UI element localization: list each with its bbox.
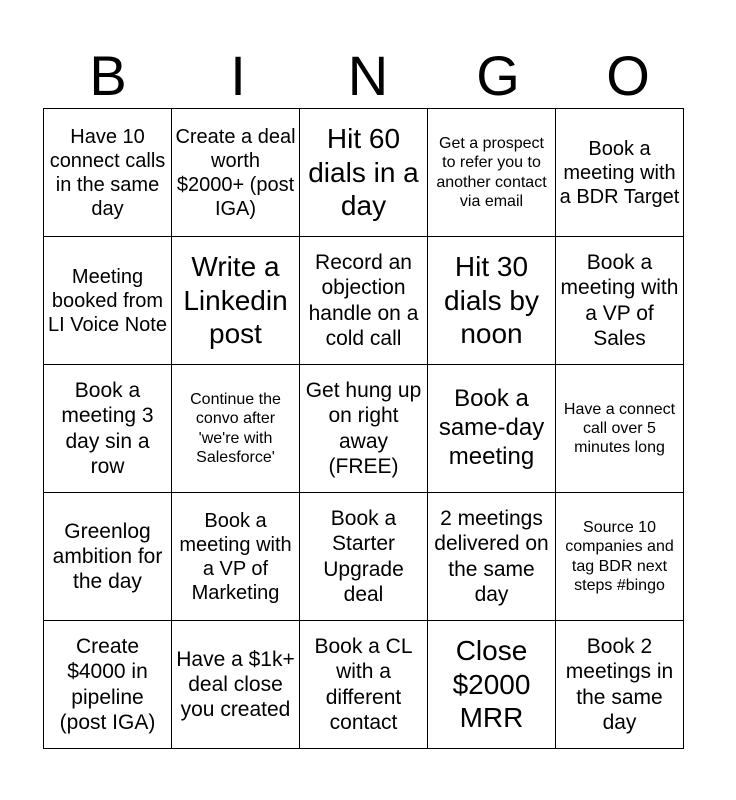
board-row <box>44 621 684 749</box>
bingo-cell-r2-c5[interactable]: Book a meeting with a VP of Sales <box>556 237 684 365</box>
bingo-cell-r1-c1[interactable]: Have 10 connect calls in the same day <box>44 109 172 237</box>
bingo-cell-r2-c1[interactable]: Meeting booked from LI Voice Note <box>44 237 172 365</box>
bingo-cell-r5-c2[interactable]: Have a $1k+ deal close you created <box>172 621 300 749</box>
board-row <box>44 365 684 493</box>
bingo-cell-r2-c3[interactable]: Record an objection handle on a cold call <box>300 237 428 365</box>
bingo-cell-r4-c1[interactable]: Greenlog ambition for the day <box>44 493 172 621</box>
bingo-cell-r3-c3[interactable]: Get hung up on right away (FREE) <box>300 365 428 493</box>
bingo-cell-r3-c4[interactable]: Book a same-day meeting <box>428 365 556 493</box>
header-letter-b: B <box>89 44 127 107</box>
bingo-cell-r5-c1[interactable]: Create $4000 in pipeline (post IGA) <box>44 621 172 749</box>
bingo-cell-r1-c5[interactable]: Book a meeting with a BDR Target <box>556 109 684 237</box>
header-letter-o: O <box>606 44 650 107</box>
header-letter-i: I <box>230 44 246 107</box>
bingo-cell-r1-c4[interactable]: Get a prospect to refer you to another contact via email <box>428 109 556 237</box>
board-row <box>44 493 684 621</box>
bingo-header <box>43 44 693 108</box>
bingo-cell-r2-c2[interactable]: Write a Linkedin post <box>172 237 300 365</box>
bingo-cell-r1-c2[interactable]: Create a deal worth $2000+ (post IGA) <box>172 109 300 237</box>
bingo-cell-r5-c5[interactable]: Book 2 meetings in the same day <box>556 621 684 749</box>
bingo-cell-r4-c3[interactable]: Book a Starter Upgrade deal <box>300 493 428 621</box>
bingo-cell-r3-c5[interactable]: Have a connect call over 5 minutes long <box>556 365 684 493</box>
bingo-cell-r5-c3[interactable]: Book a CL with a different contact <box>300 621 428 749</box>
header-letter-n: N <box>347 44 389 107</box>
bingo-cell-r4-c2[interactable]: Book a meeting with a VP of Marketing <box>172 493 300 621</box>
bingo-cell-r3-c1[interactable]: Book a meeting 3 day sin a row <box>44 365 172 493</box>
board-row <box>44 237 684 365</box>
bingo-cell-r1-c3[interactable]: Hit 60 dials in a day <box>300 109 428 237</box>
board-row <box>44 109 684 237</box>
header-letter-g: G <box>476 44 520 107</box>
bingo-cell-r3-c2[interactable]: Continue the convo after 'we're with Salesforce' <box>172 365 300 493</box>
bingo-cell-r5-c4[interactable]: Close $2000 MRR <box>428 621 556 749</box>
bingo-cell-r4-c5[interactable]: Source 10 companies and tag BDR next steps #bingo <box>556 493 684 621</box>
bingo-board <box>43 108 684 749</box>
bingo-cell-r2-c4[interactable]: Hit 30 dials by noon <box>428 237 556 365</box>
bingo-cell-r4-c4[interactable]: 2 meetings delivered on the same day <box>428 493 556 621</box>
